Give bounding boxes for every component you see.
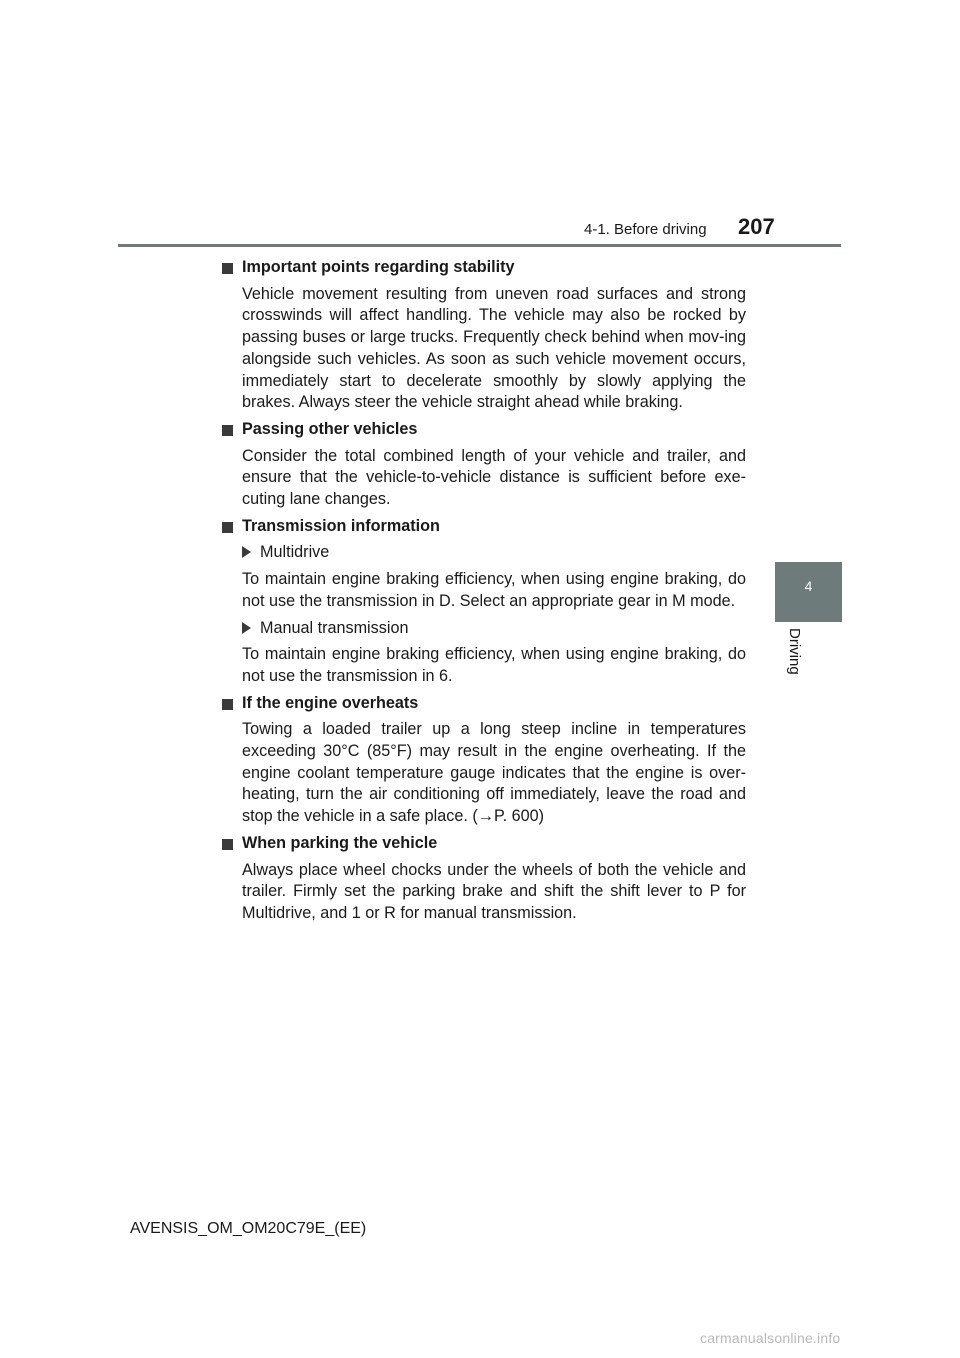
page-content bbox=[222, 253, 746, 930]
section-heading-text: Important points regarding stability bbox=[242, 258, 515, 276]
section-heading bbox=[222, 257, 746, 279]
section-paragraph: Towing a loaded trailer up a long steep incline in temperatures exceeding 30°C (85°F) may result in the engine overheating. If the engine coolant temperature gauge indicates that the engine is over-heating, turn the air conditioning off immediately, leave the road and stop the vehicle in a safe place. (→P. 600) bbox=[242, 720, 746, 826]
triangle-arrow-icon bbox=[242, 546, 251, 558]
chapter-label bbox=[782, 628, 806, 688]
section-paragraph: Consider the total combined length of your vehicle and trailer, and ensure that the vehicle-to-vehicle distance is sufficient before exe-cuting lane changes. bbox=[242, 446, 746, 509]
sub-heading bbox=[260, 618, 746, 640]
footer-doc-code: AVENSIS_OM_OM20C79E_(EE) bbox=[130, 1220, 367, 1237]
section-paragraph: Vehicle movement resulting from uneven road surfaces and strong crosswinds will affect handling. The vehicle may also be rocked by passing buses or large trucks. Frequently check behind when mov-ing alongside such vehicles. As soon as such vehicle movement occurs, immediately start to decelerate smoothly by slowly applying the brakes. Always steer the vehicle straight ahead while braking. bbox=[242, 284, 746, 412]
sub-heading-text: Multidrive bbox=[260, 543, 330, 562]
square-bullet-icon bbox=[222, 263, 233, 274]
section-paragraph: To maintain engine braking efficiency, when using engine braking, do not use the transmission in D. Select an appropriate gear in M mode. bbox=[242, 570, 746, 610]
page-number: 207 bbox=[738, 214, 775, 239]
section-paragraph: Always place wheel chocks under the wheels of both the vehicle and trailer. Firmly set the parking brake and shift the shift lever to P for Multidrive, and 1 or R for manual transmission. bbox=[242, 860, 746, 922]
sub-heading bbox=[260, 542, 746, 564]
section-heading-text: Transmission information bbox=[242, 516, 440, 535]
section-heading-text: When parking the vehicle bbox=[242, 833, 438, 852]
section-heading bbox=[222, 833, 746, 855]
square-bullet-icon bbox=[222, 699, 233, 710]
chapter-number: 4 bbox=[804, 578, 813, 594]
section-heading bbox=[222, 419, 746, 441]
section-heading-text: If the engine overheats bbox=[242, 693, 419, 712]
section-heading-text: Passing other vehicles bbox=[242, 419, 418, 438]
section-heading bbox=[222, 693, 746, 715]
square-bullet-icon bbox=[222, 839, 233, 850]
sub-heading-text: Manual transmission bbox=[260, 618, 409, 637]
section-heading bbox=[222, 516, 746, 538]
watermark: carmanualsonline.info bbox=[700, 1330, 841, 1346]
chapter-label-text: Driving bbox=[786, 628, 803, 675]
header-rule bbox=[118, 244, 841, 247]
square-bullet-icon bbox=[222, 425, 233, 436]
chapter-tab[interactable] bbox=[775, 562, 842, 622]
triangle-arrow-icon bbox=[242, 622, 251, 634]
section-paragraph: To maintain engine braking efficiency, when using engine braking, do not use the transmission in 6. bbox=[242, 645, 746, 685]
section-title: 4-1. Before driving bbox=[584, 221, 707, 238]
page-header bbox=[0, 0, 960, 250]
square-bullet-icon bbox=[222, 522, 233, 533]
